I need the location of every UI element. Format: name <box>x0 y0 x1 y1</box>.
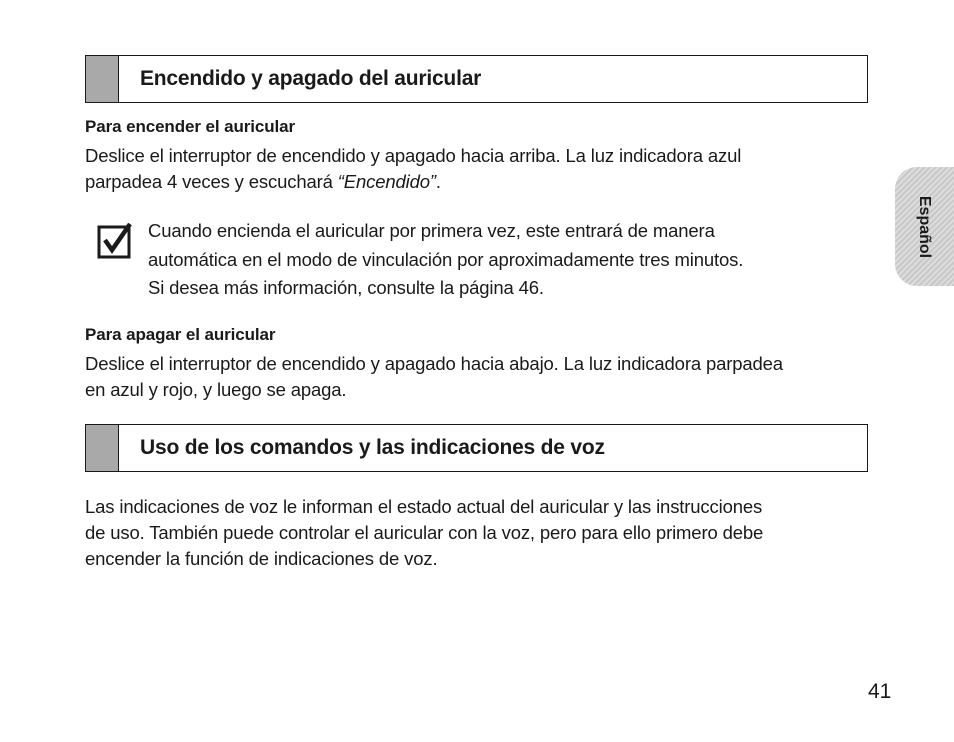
section-title: Encendido y apagado del auricular <box>140 67 482 90</box>
section-title: Uso de los comandos y las indicaciones de voz <box>140 436 605 459</box>
voice-paragraph <box>85 494 763 572</box>
paragraph-line: en azul y rojo, y luego se apaga. <box>85 379 347 400</box>
turn-off-heading: Para apagar el auricular <box>85 325 276 344</box>
paragraph-line: de uso. También puede controlar el auricular con la voz, pero para ello primero debe <box>85 522 764 543</box>
section-header-power <box>85 55 868 103</box>
page-number: 41 <box>868 680 892 703</box>
paragraph-line: Las indicaciones de voz le informan el estado actual del auricular y las instrucciones <box>85 496 763 517</box>
note-line: Si desea más información, consulte la página 46. <box>148 277 544 298</box>
paragraph-line: Deslice el interruptor de encendido y apagado hacia abajo. La luz indicadora parpadea <box>85 353 783 374</box>
note-line: automática en el modo de vinculación por aproximadamente tres minutos. <box>148 248 744 270</box>
turn-on-heading: Para encender el auricular <box>85 117 296 136</box>
voice-prompt-quote: “Encendido” <box>337 171 436 192</box>
turn-off-paragraph <box>85 351 783 403</box>
paragraph-line: encender la función de indicaciones de voz. <box>85 548 438 569</box>
note-line: Cuando encienda el auricular por primera vez, este entrará de manera <box>148 220 715 241</box>
first-time-note <box>148 217 743 303</box>
turn-on-paragraph <box>85 143 741 195</box>
checkbox-note-icon <box>97 223 133 259</box>
section-header-tab <box>86 56 119 102</box>
paragraph-text: parpadea 4 veces y escuchará <box>85 171 338 192</box>
paragraph-line <box>85 169 741 195</box>
paragraph-text: . <box>435 171 441 192</box>
paragraph-line: Deslice el interruptor de encendido y apagado hacia arriba. La luz indicadora azul <box>85 145 742 166</box>
section-header-voice <box>85 424 868 472</box>
section-header-tab <box>86 425 119 471</box>
language-label: Español <box>916 195 934 258</box>
language-side-tab <box>895 167 954 286</box>
